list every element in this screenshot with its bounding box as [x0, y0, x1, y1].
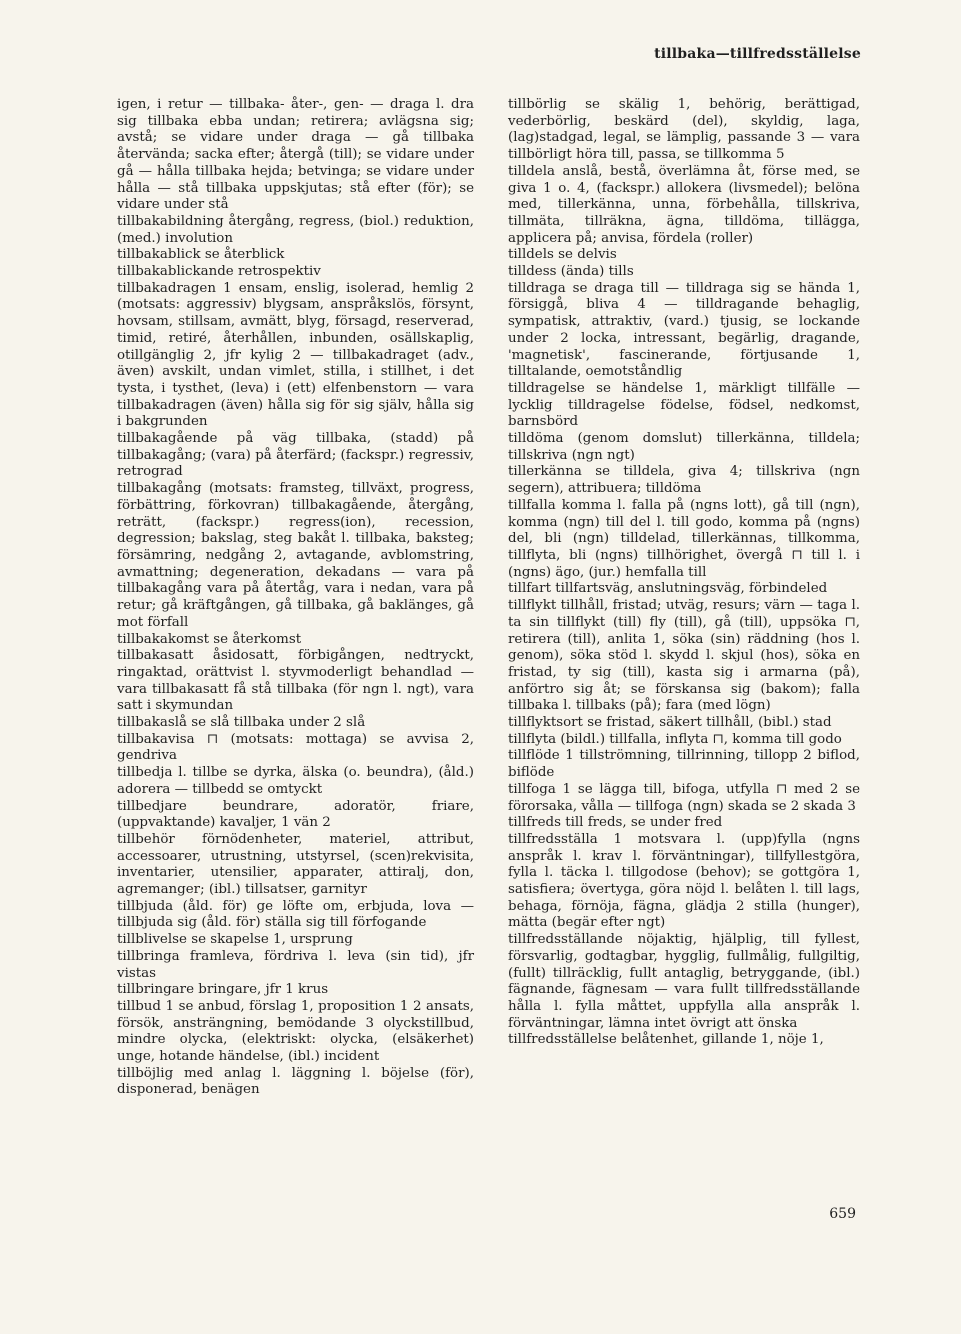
entry: tillbringa framleva, fördriva l. leva (sin tid), jfr vistas	[117, 948, 474, 981]
entry: tilldöma (genom domslut) tillerkänna, tilldela; tillskriva (ngn ngt)	[508, 431, 860, 463]
entry: tillböjlig med anlag l. läggning l. böjelse (för), disponerad, benägen	[117, 1065, 474, 1098]
entry: tillblivelse se skapelse 1, ursprung	[117, 932, 353, 948]
entry: tillfoga 1 se lägga till, bifoga, utfylla ⊓ med 2 se förorsaka, vålla — tillfoga (ngn) skada se 2 skada 3	[508, 781, 860, 814]
entry: tillbjuda (åld. för) ge löfte om, erbjuda, lova — tillbjuda sig (åld. för) ställa sig till förfogande	[117, 898, 474, 931]
entry: tillfreds till freds, se under fred	[508, 815, 723, 831]
entry: tilldraga se draga till — tilldraga sig se hända 1, försiggå, bliva 4 — tilldragande behaglig, sympatisk, attraktiv, (vard.) tjusig, se lockande under 2 locka, intressant, begärlig, dragande, 'magnetisk', fascinerande, förtjusande 1, tilltalande, oemotståndlig	[508, 280, 860, 380]
left-column	[117, 97, 474, 1099]
entry: tillbakavisa ⊓ (motsats: mottaga) se avvisa 2, gendriva	[117, 731, 474, 764]
entry: igen, i retur — tillbaka- åter-, gen- — draga l. dra sig tillbaka ebba undan; retirera; avlägsna sig; avstå; se vidare under draga — gå tillbaka återvända; sacka efter; återgå (till); se vidare under gå — hålla tillbaka hejda; betvinga; se vidare under hålla — stå tillbaka uppskjutas; stå efter (för); se vidare under stå	[117, 97, 474, 213]
entry: tilldels se delvis	[508, 247, 617, 263]
entry: tillbörlig se skälig 1, behörig, berättigad, vederbörlig, beskärd (del), skyldig, laga, (lag)stadgad, legal, se lämplig, passande 3 — vara tillbörligt höra till, passa, se tillkomma 5	[508, 97, 860, 163]
entry: tillbud 1 se anbud, förslag 1, proposition 1 2 ansats, försök, ansträngning, bemödande 3 olyckstillbud, mindre olycka, (elektriskt: olycka, (elsäkerhet) unge, hotande händelse, (ibl.) incident	[117, 998, 474, 1065]
right-column	[508, 97, 860, 1049]
entry: tillbakasatt åsidosatt, förbigången, nedtryckt, ringaktad, orättvist l. styvmoderligt behandlad — vara tillbakasatt få stå tillbaka (för ngn l. ngt), vara satt i skymundan	[117, 648, 474, 714]
page-number: 659	[829, 1206, 856, 1222]
entry: tillflöde 1 tillströmning, tillrinning, tillopp 2 biflod, biflöde	[508, 748, 860, 781]
entry: tillbakablick se återblick	[117, 247, 285, 263]
entry: tillbedja l. tillbe se dyrka, älska (o. beundra), (åld.) adorera — tillbedd se omtyckt	[117, 765, 474, 797]
entry: tilldess (ända) tills	[508, 264, 634, 280]
entry: tilldragelse se händelse 1, märkligt tillfälle — lycklig tilldragelse födelse, födsel, nedkomst, barnsbörd	[508, 380, 860, 430]
entry: tillbehör förnödenheter, materiel, attribut, accessoarer, utrustning, utstyrsel, (scen)rekvisita, inventarier, utensilier, apparater, attiralj, don, agremanger; (ibl.) tillsatser, garnityr	[117, 831, 474, 898]
entry: tillbakaslå se slå tillbaka under 2 slå	[117, 715, 366, 731]
entry: tillfart tillfartsväg, anslutningsväg, förbindeled	[508, 581, 828, 597]
entry: tillflykt tillhåll, fristad; utväg, resurs; värn — taga l. ta sin tillflykt (till) fly (till), gå (till), uppsöka ⊓, retirera (till), anlita 1, söka (sin) räddning (hos l. genom), söka stöd l. skydd l. skjul (hos), söka en fristad, ty sig (till), kasta sig i armarna (på), anförtro sig åt; se förskansa sig (bakom); falla tillbaka l. tillbaks (på); fara (med lögn)	[508, 598, 860, 714]
entry: tillbringare bringare, jfr 1 krus	[117, 982, 329, 998]
entry: tillerkänna se tilldela, giva 4; tillskriva (ngn segern), attribuera; tilldöma	[508, 464, 860, 497]
entry: tillflyta (bildl.) tillfalla, inflyta ⊓, komma till godo	[508, 731, 842, 747]
entry: tillbakagång (motsats: framsteg, tillväxt, progress, förbättring, förkovran) tillbakagående, återgång, reträtt, (fackspr.) regress(ion), recession, degression; bakslag, steg bakåt l. tillbaka, baksteg; försämring, nedgång 2, avtagande, avblomstring, avmattning; degeneration, dekadans — vara på tillbakagång vara på återtåg, vara i nedan, vara på retur; gå kräftgången, gå tillbaka, gå baklänges, gå mot förfall	[117, 481, 474, 630]
entry: tillbakagående på väg tillbaka, (stadd) på tillbakagång; (vara) på återfärd; (fackspr.) regressiv, retrograd	[117, 431, 474, 480]
entry: tillbakakomst se återkomst	[117, 631, 302, 647]
entry: tillbakabildning återgång, regress, (biol.) reduktion, (med.) involution	[117, 213, 474, 246]
entry: tillfalla komma l. falla på (ngns lott), gå till (ngn), komma (ngn) till del l. till godo, komma på (ngns) del, bli (ngn) tilldelad, tillerkännas, tillkomma, tillflyta, bli (ngns) tillhörighet, övergå ⊓ till l. i (ngns) ägo, (jur.) hemfalla till	[508, 497, 860, 580]
entry: tillfredsställa 1 motsvara l. (upp)fylla (ngns anspråk l. krav l. förväntningar), tillfyllestgöra, fylla l. täcka l. tillgodose (behov); se gottgöra 1, satisfiera; övertyga, göra nöjd l. belåten l. till lags, behaga, förnöja, fägna, glädja 2 stilla (hunger), mätta (begär efter ngt)	[508, 831, 860, 931]
entry: tillbedjare beundrare, adoratör, friare, (uppvaktande) kavaljer, 1 vän 2	[117, 798, 474, 831]
entry: tillflyktsort se fristad, säkert tillhåll, (bibl.) stad	[508, 715, 832, 731]
entry: tilldela anslå, bestå, överlämna åt, förse med, se giva 1 o. 4, (fackspr.) allokera (livsmedel); belöna med, tillerkänna, unna, förbehålla, tillskriva, tillmäta, tillräkna, ägna, tilldöma, tillägga, applicera på; anvisa, fördela (roller)	[508, 163, 860, 246]
entry: tillbakablickande retrospektiv	[117, 264, 321, 280]
running-header: tillbaka—tillfredsställelse	[654, 46, 861, 62]
entry: tillfredsställelse belåtenhet, gillande 1, nöje 1,	[508, 1032, 824, 1048]
entry: tillfredsställande nöjaktig, hjälplig, till fyllest, försvarlig, godtagbar, hygglig, fullmålig, fullgiltig, (fullt) tillräcklig, fullt antaglig, betryggande, (ibl.) fägnande, fägnesam — vara fullt tillfredsställande hålla l. fylla måttet, uppfylla alla anspråk l. förväntningar, lämna intet övrigt att önska	[508, 932, 860, 1031]
entry: tillbakadragen 1 ensam, enslig, isolerad, hemlig 2 (motsats: aggressiv) blygsam, anspråkslös, försynt, hovsam, stillsam, avmätt, blyg, försagd, reserverad, timid, retiré, återhållen, inbunden, osällskaplig, otillgänglig 2, jfr kylig 2 — tillbakadraget (adv., även) avskilt, undan vimlet, stilla, i stillhet, i det tysta, i tysthet, (leva) i (ett) elfenbenstorn — vara tillbakadragen (även) hålla sig för sig själv, hålla sig i bakgrunden	[117, 280, 474, 430]
